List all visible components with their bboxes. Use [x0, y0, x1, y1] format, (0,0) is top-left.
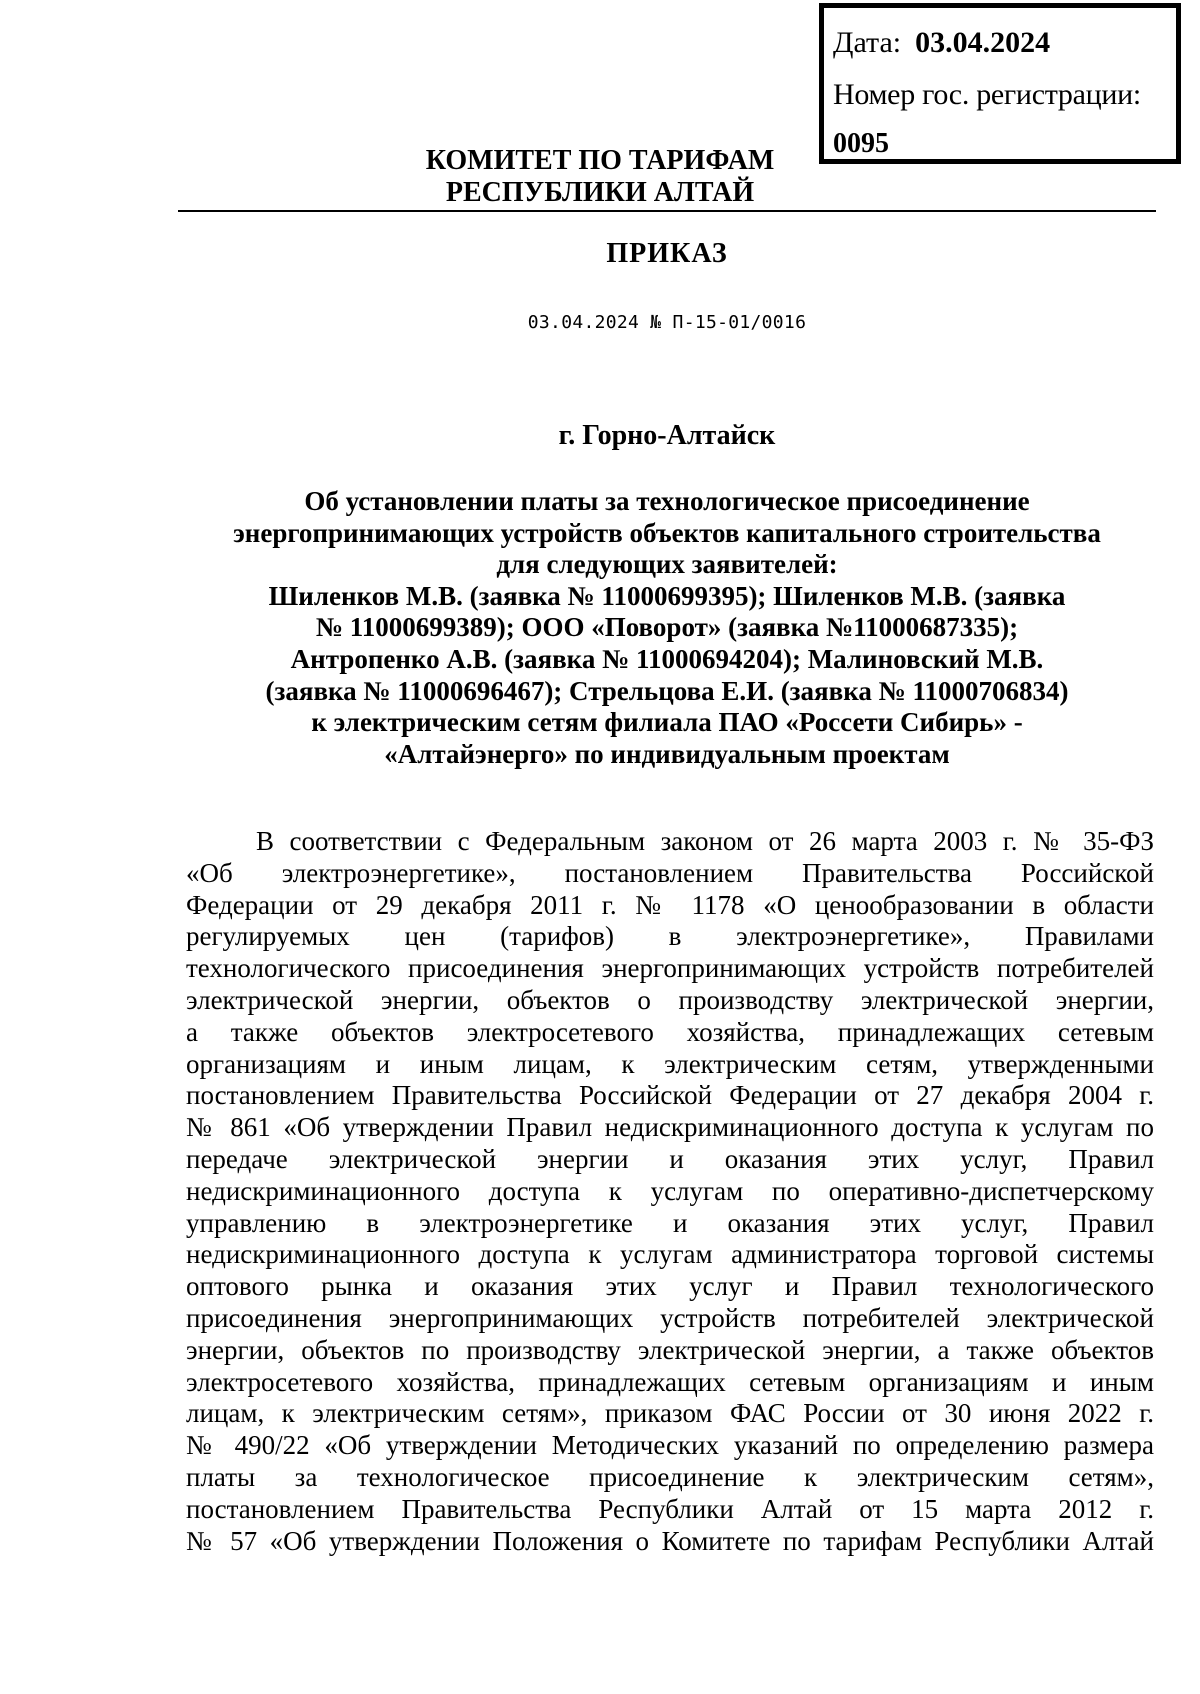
subject-line: Об установлении платы за технологическое присоединение: [304, 486, 1030, 516]
document-type: ПРИКАЗ: [606, 238, 728, 269]
registration-date-value: 03.04.2024: [915, 26, 1051, 59]
subject-line: к электрическим сетям филиала ПАО «Россети Сибирь» -: [311, 707, 1023, 738]
body-line: передаче электрической энергии и оказания этих услуг, Правил: [186, 1143, 1154, 1174]
body-line: организациям и иным лицам, к электрическим сетям, утвержденными: [186, 1048, 1154, 1079]
registration-stamp: [819, 3, 1181, 164]
body-line: «Об электроэнергетике», постановлением Правительства Российской: [186, 857, 1154, 888]
document-number: 03.04.2024 № П-15-01/0016: [527, 312, 807, 333]
body-line: присоединения энергопринимающих устройств потребителей электрической: [186, 1302, 1154, 1333]
body-line: В соответствии с Федеральным законом от 26 марта 2003 г. № 35-ФЗ: [256, 826, 1154, 856]
subject-line: для следующих заявителей:: [496, 549, 838, 580]
subject-line: № 11000699389); ООО «Поворот» (заявка №11000687335);: [315, 612, 1019, 643]
registration-date-label: Дата:: [833, 26, 902, 59]
body-line: оптового рынка и оказания этих услуг и Правил технологического: [186, 1271, 1154, 1302]
body-line: № 861 «Об утверждении Правил недискриминационного доступа к услугам по: [186, 1112, 1154, 1143]
body-line: № 490/22 «Об утверждении Методических указаний по определению размера: [186, 1430, 1154, 1461]
body-line: электросетевого хозяйства, принадлежащих сетевым организациям и иным: [186, 1366, 1154, 1397]
subject-line: «Алтайэнерго» по индивидуальным проектам: [384, 738, 950, 769]
body-line: а также объектов электросетевого хозяйства, принадлежащих сетевым: [186, 1016, 1154, 1047]
document-body: [186, 826, 1154, 1557]
organization-name-line-1: КОМИТЕТ ПО ТАРИФАМ: [425, 145, 775, 176]
registration-number-value: 0095: [833, 128, 889, 159]
body-line: энергии, объектов по производству электрической энергии, а также объектов: [186, 1334, 1154, 1365]
body-line: регулируемых цен (тарифов) в электроэнергетике», Правилами: [186, 921, 1154, 952]
organization-name-line-2: РЕСПУБЛИКИ АЛТАЙ: [445, 177, 755, 208]
subject-line: энергопринимающих устройств объектов капитального строительства: [233, 517, 1101, 548]
body-line: электрической энергии, объектов о производству электрической энергии,: [186, 984, 1154, 1015]
registration-date-row: [833, 28, 1050, 58]
body-line: технологического присоединения энергопринимающих устройств потребителей: [186, 953, 1154, 984]
body-line: Федерации от 29 декабря 2011 г. № 1178 «О ценообразовании в области: [186, 889, 1154, 920]
registration-number-label: Номер гос. регистрации:: [833, 78, 1141, 111]
body-line: лицам, к электрическим сетям», приказом ФАС России от 30 июня 2022 г.: [186, 1398, 1154, 1429]
body-line: № 57 «Об утверждении Положения о Комитете по тарифам Республики Алтай: [186, 1525, 1154, 1556]
document-city: г. Горно-Алтайск: [558, 420, 776, 451]
body-line: постановлением Правительства Республики Алтай от 15 марта 2012 г.: [186, 1493, 1154, 1524]
body-line: платы за технологическое присоединение к электрическим сетям»,: [186, 1461, 1154, 1492]
document-subject: [178, 486, 1156, 770]
body-line: недискриминационного доступа к услугам администратора торговой системы: [186, 1239, 1154, 1270]
body-line: постановлением Правительства Российской Федерации от 27 декабря 2004 г.: [186, 1080, 1154, 1111]
body-line: управлению в электроэнергетике и оказания этих услуг, Правил: [186, 1207, 1154, 1238]
header-divider: [178, 210, 1156, 212]
subject-line: Шиленков М.В. (заявка № 11000699395); Шиленков М.В. (заявка: [268, 580, 1066, 611]
subject-line: Антропенко А.В. (заявка № 11000694204); Малиновский М.В.: [290, 643, 1044, 674]
body-line: недискриминационного доступа к услугам по оперативно-диспетчерскому: [186, 1175, 1154, 1206]
subject-line: (заявка № 11000696467); Стрельцова Е.И. (заявка № 11000706834): [265, 675, 1069, 706]
